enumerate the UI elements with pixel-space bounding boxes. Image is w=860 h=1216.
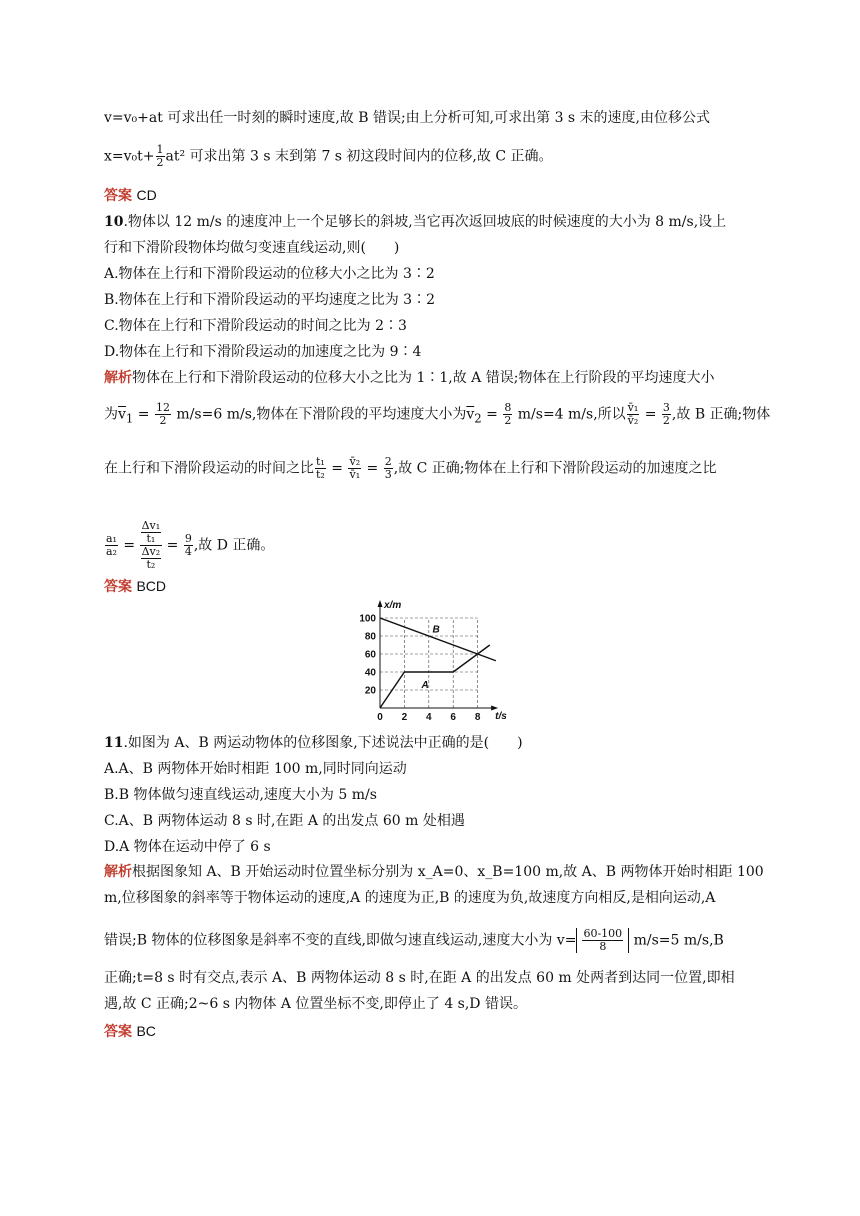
avg-v-symbol: $\overline{v}$ bbox=[118, 406, 126, 423]
series-line-A bbox=[380, 645, 490, 708]
q10-analysis-4 bbox=[104, 520, 274, 571]
fraction bbox=[105, 533, 118, 558]
q10-answer: BCD bbox=[136, 578, 167, 594]
frac-den: a₂ bbox=[106, 545, 117, 558]
q9-answer-line bbox=[104, 185, 157, 206]
analysis-label: 解析 bbox=[104, 864, 132, 880]
q9-line-2-prefix: x=v₀t+ bbox=[104, 148, 155, 165]
fraction bbox=[315, 456, 326, 481]
frac-den: 2 bbox=[156, 156, 164, 169]
answer-label: 答案 bbox=[104, 188, 132, 204]
text: = bbox=[133, 406, 154, 423]
frac-num: 60-100 bbox=[583, 927, 623, 940]
y-tick-label: 40 bbox=[364, 667, 376, 679]
frac-num: a₁ bbox=[106, 532, 117, 545]
fraction bbox=[582, 928, 623, 953]
q10-analysis-1 bbox=[104, 368, 714, 388]
frac-den: 2 bbox=[662, 414, 670, 427]
text: = bbox=[162, 537, 183, 554]
avg-v-symbol: $\overline{v}$ bbox=[466, 406, 475, 423]
frac-den: 4 bbox=[184, 545, 192, 558]
q11-option-c: C.A、B 两物体运动 8 s 时,在距 A 的出发点 60 m 处相遇 bbox=[104, 813, 465, 829]
absolute-value bbox=[576, 928, 629, 953]
frac-num: 1 bbox=[156, 143, 164, 156]
fraction bbox=[627, 402, 640, 427]
q11-analysis-4: 正确;t=8 s 时有交点,表示 A、B 两物体运动 8 s 时,在距 A 的出发点 60 m 处两者到达同一位置,即相 bbox=[104, 970, 735, 986]
y-axis-arrow bbox=[378, 600, 383, 607]
frac-num: Δv₂ bbox=[141, 545, 161, 558]
y-tick-label: 20 bbox=[364, 685, 376, 697]
text: 为 bbox=[104, 406, 118, 423]
q10-number: 10 bbox=[104, 214, 124, 230]
frac-den: t₂ bbox=[146, 558, 156, 571]
text: m/s=6 m/s,物体在下滑阶段的平均速度大小为 bbox=[171, 406, 467, 423]
q10-answer-line bbox=[104, 576, 166, 597]
y-tick-label: 60 bbox=[364, 649, 376, 661]
x-tick-label: 6 bbox=[450, 712, 456, 723]
analysis-label: 解析 bbox=[104, 370, 132, 386]
series-label-B: B bbox=[432, 624, 440, 636]
y-axis-label: x/m bbox=[384, 600, 402, 611]
y-tick-label: 80 bbox=[364, 631, 376, 643]
frac-den: v̄₁ bbox=[349, 468, 361, 481]
q11-analysis-1 bbox=[104, 862, 764, 882]
q10-option-c: C.物体在上行和下滑阶段运动的时间之比为 2∶3 bbox=[104, 318, 407, 334]
compound-fraction bbox=[140, 520, 163, 571]
x-axis-arrow bbox=[491, 706, 498, 711]
frac-num: 2 bbox=[384, 455, 392, 468]
x-tick-label: 8 bbox=[474, 712, 481, 723]
frac-den: 3 bbox=[384, 468, 392, 481]
q10-stem-1 bbox=[104, 212, 726, 232]
frac-num: 8 bbox=[504, 401, 512, 414]
q9-line-2 bbox=[104, 144, 553, 169]
frac-num: v̄₁ bbox=[627, 401, 639, 414]
q11-analysis-2: m,位移图象的斜率等于物体运动的速度,A 的速度为正,B 的速度为负,故速度方向相反,是相向运动,A bbox=[104, 890, 716, 906]
compound-num bbox=[140, 520, 163, 546]
text: = bbox=[118, 537, 140, 554]
q9-answer: CD bbox=[136, 187, 157, 203]
frac-num: t₁ bbox=[316, 455, 325, 468]
displacement-time-chart bbox=[348, 598, 518, 724]
frac-den: t₁ bbox=[146, 532, 156, 545]
q11-analysis-5: 遇,故 C 正确;2~6 s 内物体 A 位置坐标不变,即停止了 4 s,D 错误。 bbox=[104, 996, 527, 1012]
x-axis-label: t/s bbox=[495, 711, 507, 722]
fraction bbox=[348, 456, 361, 481]
text: m/s=4 m/s,所以 bbox=[513, 406, 626, 423]
subscript: 2 bbox=[474, 411, 482, 426]
fraction bbox=[141, 546, 162, 571]
text: = bbox=[640, 406, 661, 423]
q11-analysis-3 bbox=[104, 928, 724, 953]
q11-answer-line bbox=[104, 1021, 156, 1042]
q10-analysis-3 bbox=[104, 456, 717, 481]
series-label-A: A bbox=[421, 680, 429, 692]
q10-analysis-text-1: 物体在上行和下滑阶段运动的位移大小之比为 1∶1,故 A 错误;物体在上行阶段的平均速度大小 bbox=[132, 370, 715, 386]
text: = bbox=[326, 460, 348, 477]
fraction bbox=[155, 402, 171, 427]
fraction bbox=[662, 402, 671, 427]
text: 在上行和下滑阶段运动的时间之比 bbox=[104, 460, 314, 477]
frac-den: 8 bbox=[599, 940, 607, 953]
answer-label: 答案 bbox=[104, 579, 132, 595]
frac-num: 12 bbox=[155, 401, 170, 414]
text: 错误;B 物体的位移图象是斜率不变的直线,即做匀速直线运动,速度大小为 v= bbox=[104, 932, 577, 949]
q11-stem-text: .如图为 A、B 两运动物体的位移图象,下述说法中正确的是( ) bbox=[123, 735, 523, 751]
fraction bbox=[184, 533, 193, 558]
q11-option-d: D.A 物体在运动中停了 6 s bbox=[104, 839, 271, 855]
q11-option-a: A.A、B 两物体开始时相距 100 m,同时同向运动 bbox=[104, 761, 407, 777]
frac-num: 3 bbox=[662, 401, 670, 414]
q11-number: 11 bbox=[104, 735, 124, 751]
y-tick-label: 100 bbox=[359, 613, 376, 625]
text: ,故 C 正确;物体在上行和下滑阶段运动的加速度之比 bbox=[393, 460, 717, 477]
frac-den: t₂ bbox=[316, 468, 325, 481]
frac-num: v̄₂ bbox=[349, 455, 361, 468]
frac-den: v̄₂ bbox=[627, 414, 639, 427]
q10-option-a: A.物体在上行和下滑阶段运动的位移大小之比为 3∶2 bbox=[104, 266, 435, 282]
q11-stem bbox=[104, 733, 523, 753]
x-tick-label: 4 bbox=[426, 712, 432, 723]
q9-line-1: v=v₀+at 可求出任一时刻的瞬时速度,故 B 错误;由上分析可知,可求出第 3 s 末的速度,由位移公式 bbox=[104, 110, 711, 126]
fraction bbox=[384, 456, 393, 481]
frac-den: 2 bbox=[504, 414, 512, 427]
text: m/s=5 m/s,B bbox=[629, 932, 724, 949]
answer-label: 答案 bbox=[104, 1024, 132, 1040]
subscript: 1 bbox=[125, 411, 134, 426]
frac-num: Δv₁ bbox=[141, 519, 161, 532]
q10-stem-2: 行和下滑阶段物体均做匀变速直线运动,则( ) bbox=[104, 240, 400, 256]
q11-option-b: B.B 物体做匀速直线运动,速度大小为 5 m/s bbox=[104, 787, 377, 803]
text: = bbox=[481, 406, 503, 423]
text: = bbox=[362, 460, 383, 477]
q11-analysis-text-1: 根据图象知 A、B 开始运动时位置坐标分别为 x_A=0、x_B=100 m,故 A、B 两物体开始时相距 100 bbox=[132, 864, 764, 880]
frac-den: 2 bbox=[159, 414, 167, 427]
x-tick-label: 0 bbox=[377, 712, 383, 723]
x-tick-label: 2 bbox=[401, 712, 408, 723]
q10-stem-text-1: .物体以 12 m/s 的速度冲上一个足够长的斜坡,当它再次返回坡底的时候速度的大小为 8 m/s,设上 bbox=[123, 214, 727, 230]
text: ,故 B 正确;物体 bbox=[671, 406, 771, 423]
q9-line-2-suffix: at² 可求出第 3 s 末到第 7 s 初这段时间内的位移,故 C 正确。 bbox=[165, 148, 553, 165]
q10-analysis-2 bbox=[104, 402, 770, 428]
fraction bbox=[141, 520, 162, 545]
q9-half-fraction bbox=[156, 144, 165, 169]
q10-option-b: B.物体在上行和下滑阶段运动的平均速度之比为 3∶2 bbox=[104, 292, 436, 308]
q10-option-d: D.物体在上行和下滑阶段运动的加速度之比为 9∶4 bbox=[104, 344, 422, 360]
fraction bbox=[503, 402, 512, 427]
q11-answer: BC bbox=[136, 1023, 156, 1039]
frac-num: 9 bbox=[184, 532, 192, 545]
compound-den bbox=[140, 546, 163, 571]
text: ,故 D 正确。 bbox=[193, 537, 275, 554]
